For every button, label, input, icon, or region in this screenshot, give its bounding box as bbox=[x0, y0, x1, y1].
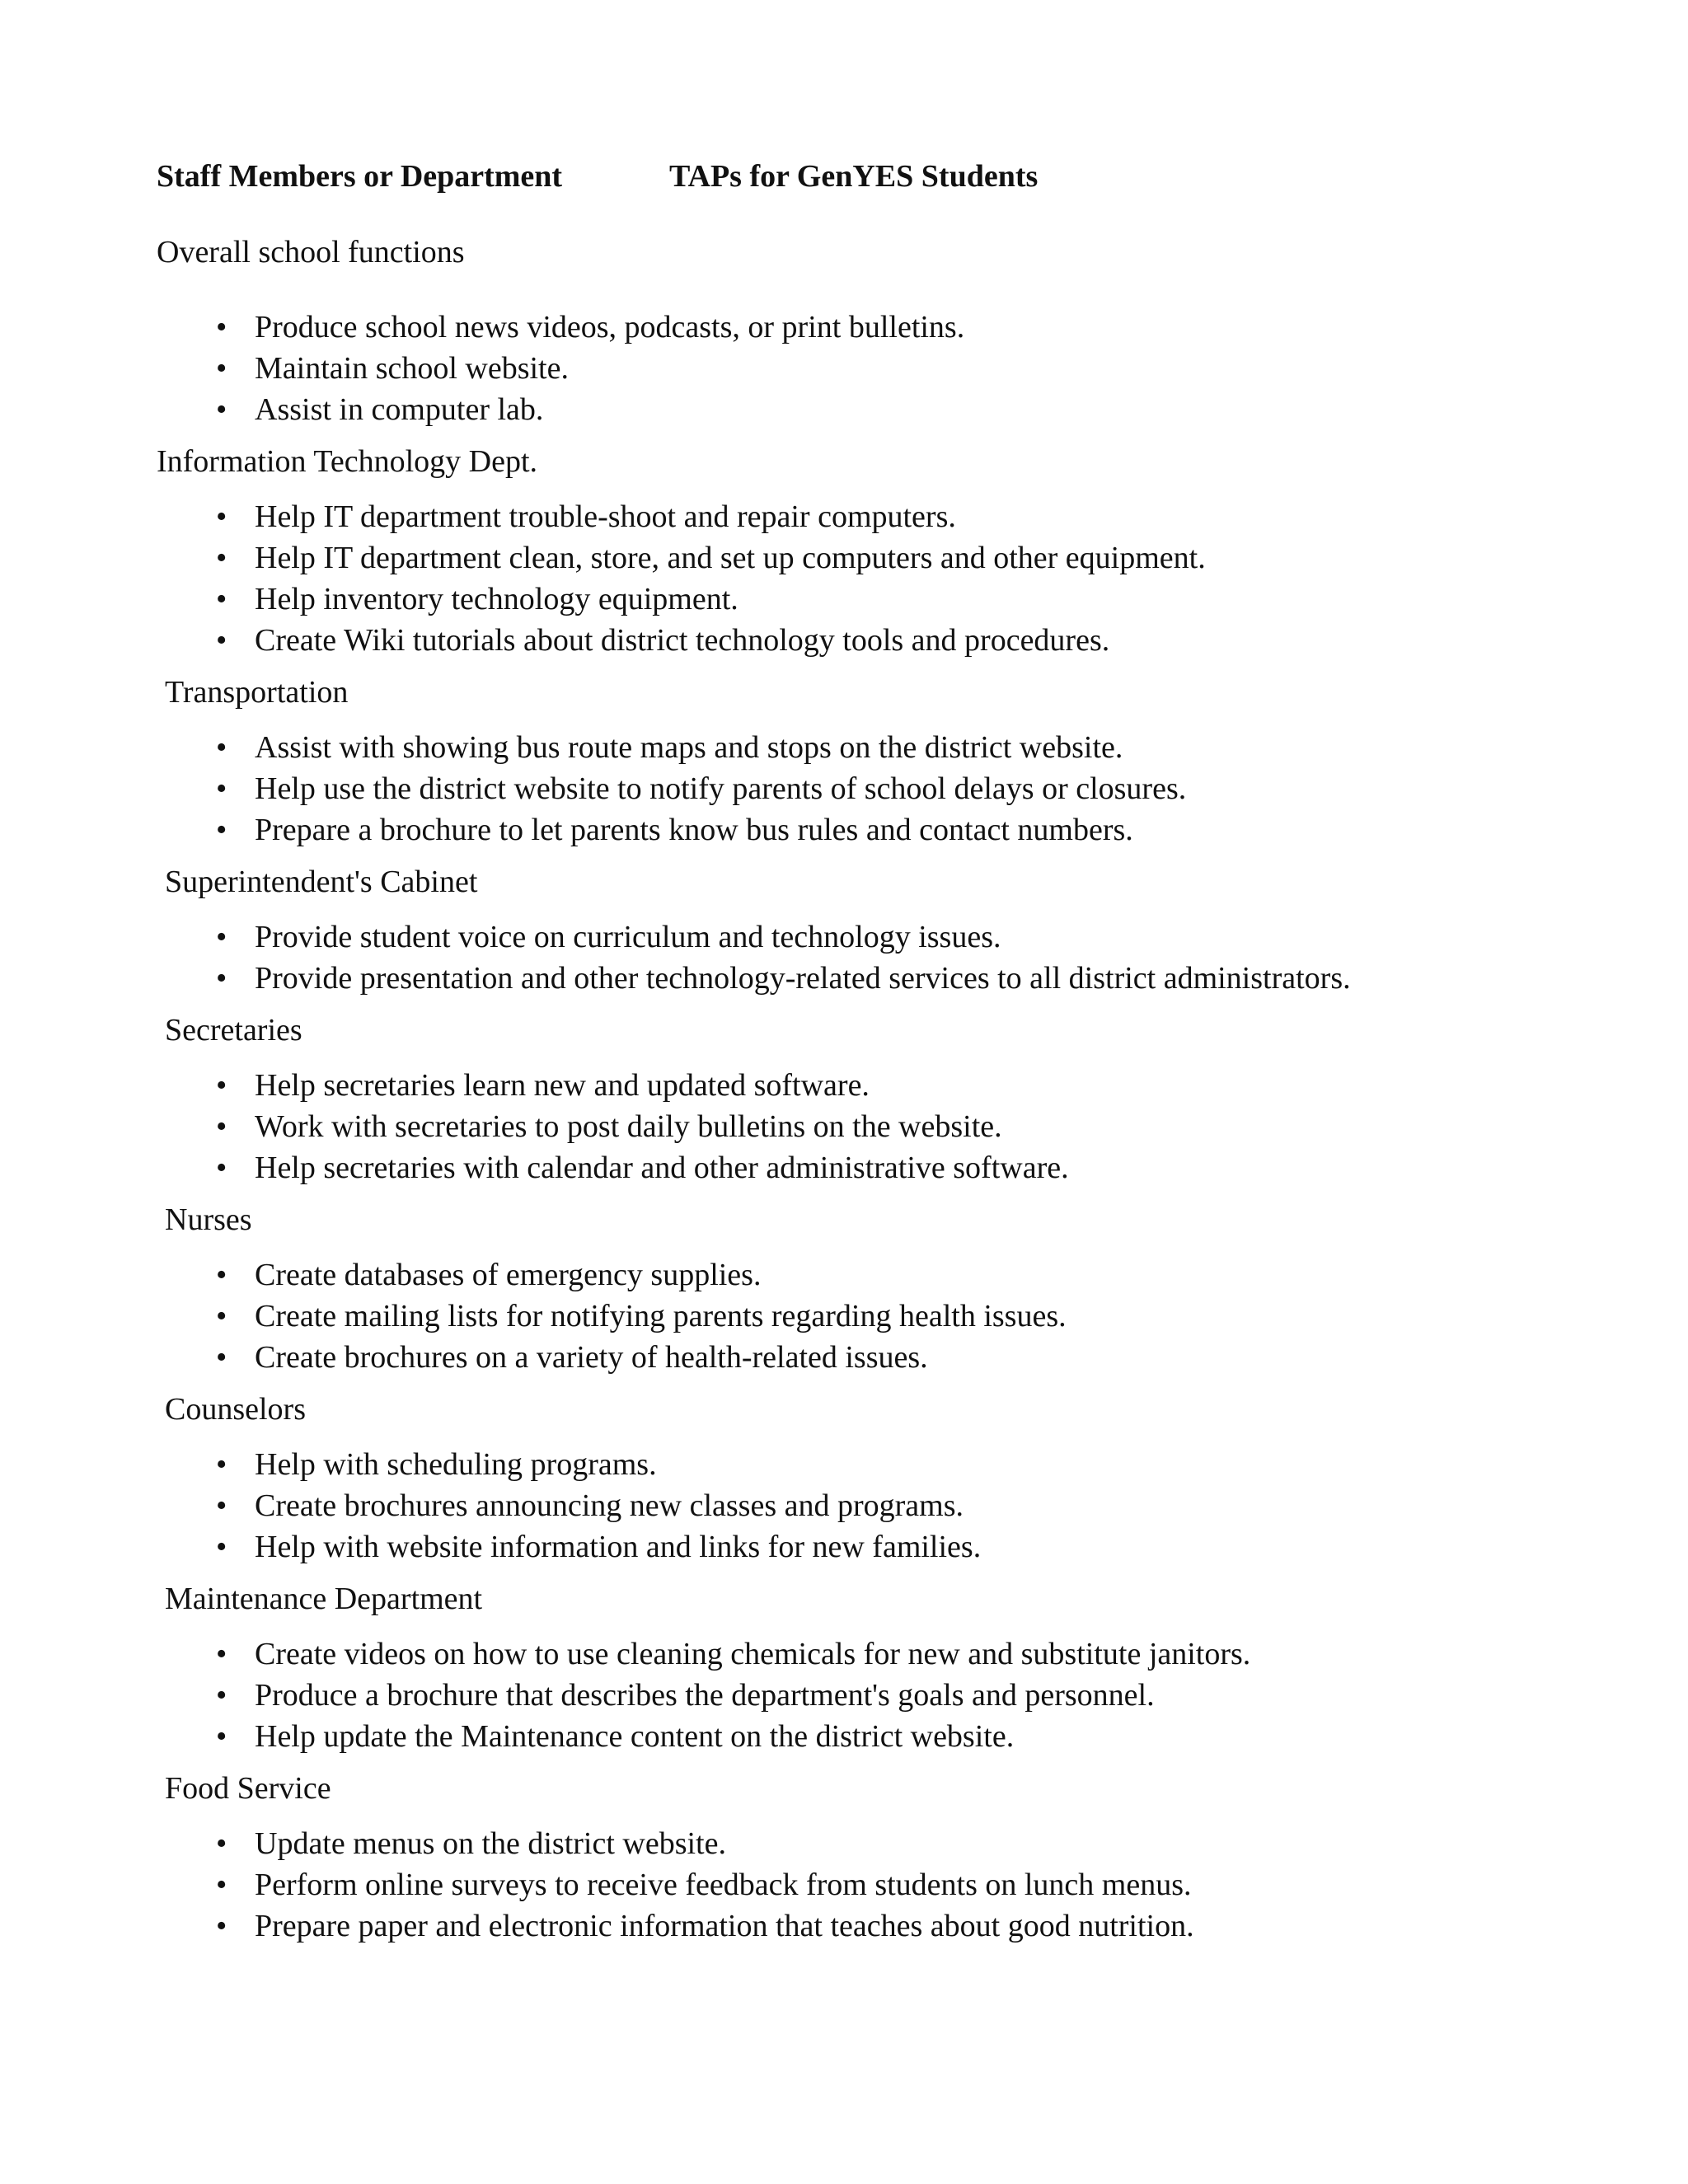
section-title: Nurses bbox=[165, 1202, 252, 1237]
section bbox=[157, 1581, 1640, 1757]
list-item bbox=[157, 537, 1640, 579]
list-item bbox=[157, 1106, 1640, 1147]
bullet-icon: • bbox=[216, 1447, 227, 1482]
bullet-list bbox=[157, 916, 1640, 999]
list-item-text: Create Wiki tutorials about district technology tools and procedures. bbox=[255, 623, 1110, 658]
bullet-list bbox=[157, 1254, 1640, 1378]
bullet-list bbox=[157, 1444, 1640, 1568]
list-item-text: Help with scheduling programs. bbox=[255, 1447, 657, 1482]
bullet-icon: • bbox=[216, 1068, 227, 1103]
header-taps-column: TAPs for GenYES Students bbox=[669, 159, 1039, 194]
list-item-text: Help with website information and links for new families. bbox=[255, 1530, 982, 1564]
bullet-icon: • bbox=[216, 1637, 227, 1671]
list-item-text: Create brochures announcing new classes and programs. bbox=[255, 1488, 964, 1523]
list-item bbox=[157, 496, 1640, 537]
section-title: Secretaries bbox=[165, 1013, 302, 1047]
list-item bbox=[157, 1526, 1640, 1568]
bullet-icon: • bbox=[216, 499, 227, 534]
list-item bbox=[157, 389, 1640, 430]
list-item-text: Provide student voice on curriculum and technology issues. bbox=[255, 920, 1001, 954]
bullet-icon: • bbox=[216, 1299, 227, 1333]
bullet-list bbox=[157, 727, 1640, 851]
list-item bbox=[157, 1485, 1640, 1526]
list-item-text: Assist with showing bus route maps and stops on the district website. bbox=[255, 730, 1123, 765]
list-item-text: Assist in computer lab. bbox=[255, 392, 544, 427]
list-item-text: Help update the Maintenance content on the district website. bbox=[255, 1719, 1015, 1754]
section-title: Counselors bbox=[165, 1392, 306, 1427]
bullet-icon: • bbox=[216, 1488, 227, 1523]
bullet-icon: • bbox=[216, 1678, 227, 1713]
list-item bbox=[157, 348, 1640, 389]
bullet-icon: • bbox=[216, 730, 227, 765]
bullet-list bbox=[157, 1633, 1640, 1757]
section bbox=[157, 1770, 1640, 1947]
bullet-icon: • bbox=[216, 920, 227, 954]
bullet-icon: • bbox=[216, 1826, 227, 1861]
list-item bbox=[157, 1905, 1640, 1947]
bullet-icon: • bbox=[216, 541, 227, 575]
section-title: Overall school functions bbox=[157, 235, 465, 269]
list-item-text: Create mailing lists for notifying parents regarding health issues. bbox=[255, 1299, 1067, 1333]
list-item bbox=[157, 1147, 1640, 1188]
list-item-text: Produce school news videos, podcasts, or print bulletins. bbox=[255, 310, 965, 344]
list-item bbox=[157, 1337, 1640, 1378]
list-item-text: Help secretaries with calendar and other administrative software. bbox=[255, 1151, 1069, 1185]
bullet-icon: • bbox=[216, 1340, 227, 1375]
section bbox=[157, 1202, 1640, 1378]
list-item-text: Help IT department clean, store, and set up computers and other equipment. bbox=[255, 541, 1206, 575]
list-item-text: Help secretaries learn new and updated software. bbox=[255, 1068, 870, 1103]
section-title: Food Service bbox=[165, 1771, 331, 1806]
section-list bbox=[157, 234, 1640, 1960]
bullet-list bbox=[157, 1065, 1640, 1188]
list-item-text: Create videos on how to use cleaning chemicals for new and substitute janitors. bbox=[255, 1637, 1251, 1671]
bullet-icon: • bbox=[216, 961, 227, 996]
list-item-text: Update menus on the district website. bbox=[255, 1826, 726, 1861]
table-header bbox=[157, 158, 1039, 194]
list-item bbox=[157, 916, 1640, 958]
list-item-text: Help use the district website to notify parents of school delays or closures. bbox=[255, 771, 1187, 806]
bullet-icon: • bbox=[216, 351, 227, 386]
bullet-icon: • bbox=[216, 771, 227, 806]
bullet-list bbox=[157, 1823, 1640, 1947]
section-title: Information Technology Dept. bbox=[157, 444, 538, 479]
list-item-text: Provide presentation and other technology-related services to all district administrators. bbox=[255, 961, 1351, 996]
list-item bbox=[157, 1864, 1640, 1905]
bullet-list bbox=[157, 496, 1640, 661]
bullet-icon: • bbox=[216, 582, 227, 616]
list-item bbox=[157, 1444, 1640, 1485]
bullet-icon: • bbox=[216, 392, 227, 427]
list-item bbox=[157, 1254, 1640, 1296]
bullet-icon: • bbox=[216, 1868, 227, 1902]
list-item bbox=[157, 620, 1640, 661]
bullet-icon: • bbox=[216, 1909, 227, 1943]
list-item-text: Create brochures on a variety of health-related issues. bbox=[255, 1340, 928, 1375]
list-item bbox=[157, 579, 1640, 620]
list-item-text: Maintain school website. bbox=[255, 351, 569, 386]
section-title: Maintenance Department bbox=[165, 1582, 483, 1616]
list-item bbox=[157, 727, 1640, 768]
list-item-text: Prepare a brochure to let parents know bus rules and contact numbers. bbox=[255, 813, 1133, 847]
bullet-icon: • bbox=[216, 310, 227, 344]
section-title: Transportation bbox=[165, 675, 349, 710]
list-item bbox=[157, 809, 1640, 851]
section bbox=[157, 674, 1640, 851]
list-item bbox=[157, 768, 1640, 809]
list-item-text: Help inventory technology equipment. bbox=[255, 582, 738, 616]
section bbox=[157, 234, 1640, 430]
section bbox=[157, 864, 1640, 999]
header-staff-column: Staff Members or Department bbox=[157, 159, 563, 194]
list-item bbox=[157, 1716, 1640, 1757]
bullet-icon: • bbox=[216, 813, 227, 847]
list-item bbox=[157, 307, 1640, 348]
list-item-text: Perform online surveys to receive feedback from students on lunch menus. bbox=[255, 1868, 1192, 1902]
list-item-text: Work with secretaries to post daily bulletins on the website. bbox=[255, 1109, 1002, 1144]
section bbox=[157, 443, 1640, 661]
bullet-icon: • bbox=[216, 1530, 227, 1564]
section bbox=[157, 1012, 1640, 1188]
list-item bbox=[157, 1675, 1640, 1716]
bullet-icon: • bbox=[216, 623, 227, 658]
list-item-text: Help IT department trouble-shoot and repair computers. bbox=[255, 499, 956, 534]
list-item-text: Create databases of emergency supplies. bbox=[255, 1258, 762, 1292]
list-item-text: Prepare paper and electronic information that teaches about good nutrition. bbox=[255, 1909, 1194, 1943]
bullet-icon: • bbox=[216, 1719, 227, 1754]
bullet-icon: • bbox=[216, 1151, 227, 1185]
list-item bbox=[157, 1633, 1640, 1675]
list-item-text: Produce a brochure that describes the department's goals and personnel. bbox=[255, 1678, 1155, 1713]
list-item bbox=[157, 958, 1640, 999]
section bbox=[157, 1391, 1640, 1568]
list-item bbox=[157, 1296, 1640, 1337]
section-title: Superintendent's Cabinet bbox=[165, 865, 478, 899]
list-item bbox=[157, 1823, 1640, 1864]
bullet-icon: • bbox=[216, 1109, 227, 1144]
bullet-icon: • bbox=[216, 1258, 227, 1292]
list-item bbox=[157, 1065, 1640, 1106]
bullet-list bbox=[157, 307, 1640, 430]
